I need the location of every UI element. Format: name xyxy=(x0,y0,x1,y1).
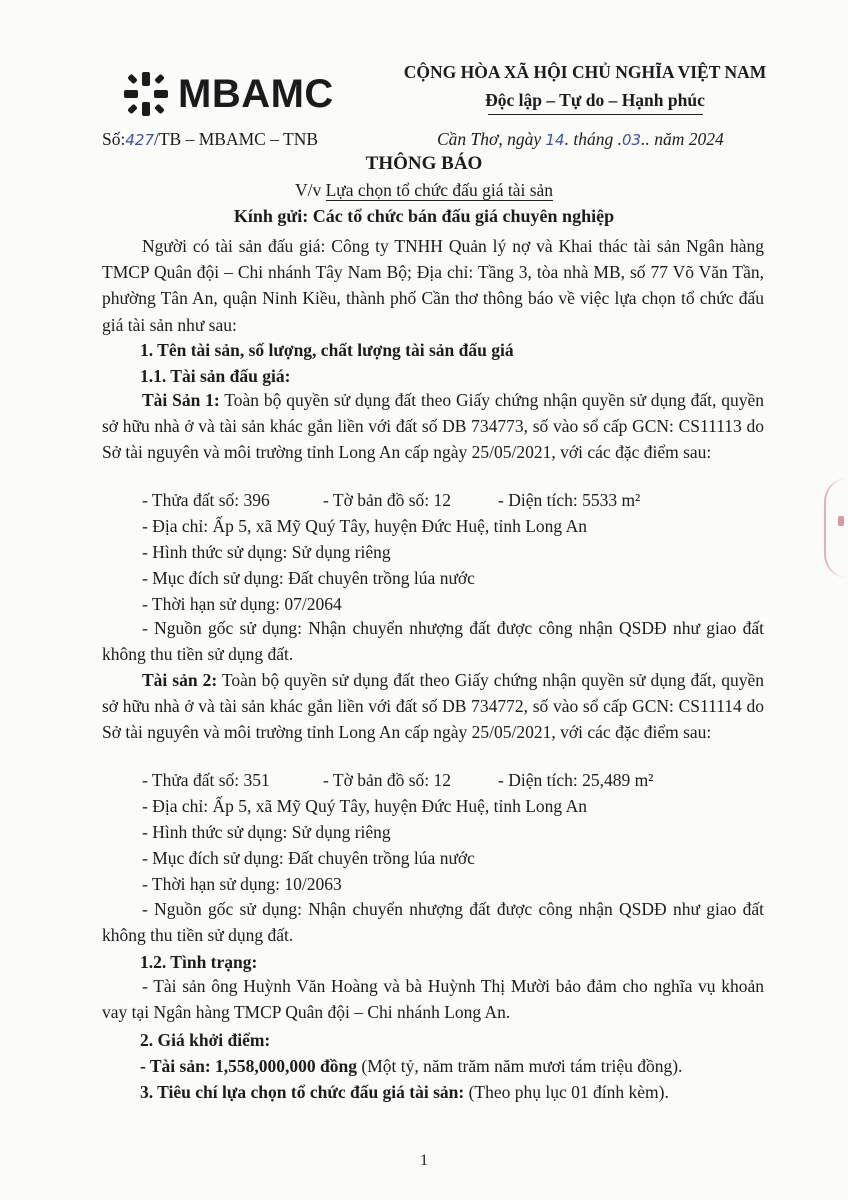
asset-1-origin: - Nguồn gốc sử dụng: Nhận chuyển nhượng đất được công nhận QSDĐ như giao đất không thu tiền sử dụng đất. xyxy=(102,618,764,665)
handwritten-month: 03 xyxy=(621,131,642,149)
mbamc-logo xyxy=(120,66,334,122)
document-number: Số:427/TB – MBAMC – TNB xyxy=(102,129,319,149)
page-number: 1 xyxy=(420,1152,428,1169)
section-1-heading: 1. Tên tài sản, số lượng, chất lượng tài sản đấu giá xyxy=(140,340,514,360)
starting-price: - Tài sản: 1,558,000,000 đồng (Một tỷ, năm trăm năm mươi tám triệu đồng). xyxy=(140,1056,683,1076)
asset-2-paragraph: Tài sản 2: Toàn bộ quyền sử dụng đất theo Giấy chứng nhận quyền sử dụng đất, quyền sở hữu nhà ở và tài sản khác gắn liền với đất số DB 734772, số vào sổ cấp GCN: CS11114 do Sở tài nguyên và môi trường tỉnh Long An cấp ngày 25/05/2021, với các đặc điểm sau: xyxy=(102,670,764,743)
price-value: - Tài sản: 1,558,000,000 đồng xyxy=(140,1056,358,1076)
asset-1-label: Tài Sản 1: xyxy=(142,390,220,410)
motto-underline xyxy=(488,114,703,115)
asset-1-paragraph: Tài Sản 1: Toàn bộ quyền sử dụng đất theo Giấy chứng nhận quyền sử dụng đất, quyền sở hữu nhà ở và tài sản khác gắn liền với đất số DB 734773, số vào sổ cấp GCN: CS11113 do Sở tài nguyên và môi trường tỉnh Long An cấp ngày 25/05/2021, với các đặc điểm sau: xyxy=(102,390,764,463)
document-title: THÔNG BÁO xyxy=(365,153,483,174)
asset-2-use-form: - Hình thức sử dụng: Sử dụng riêng xyxy=(142,822,391,842)
asset-2-purpose: - Mục đích sử dụng: Đất chuyên trồng lúa nước xyxy=(142,848,475,868)
document-subject: V/v Lựa chọn tổ chức đấu giá tài sản xyxy=(294,180,554,200)
asset-1-purpose: - Mục đích sử dụng: Đất chuyên trồng lúa nước xyxy=(142,568,475,588)
asset-1-use-form: - Hình thức sử dụng: Sử dụng riêng xyxy=(142,542,391,562)
asset-1-term: - Thời hạn sử dụng: 07/2064 xyxy=(142,594,342,614)
section-1-1-heading: 1.1. Tài sản đấu giá: xyxy=(140,366,291,386)
handwritten-day: 14 xyxy=(545,131,565,149)
asset-2-address: - Địa chỉ: Ấp 5, xã Mỹ Quý Tây, huyện Đức Huệ, tỉnh Long An xyxy=(142,796,587,816)
section-1-2-heading: 1.2. Tình trạng: xyxy=(140,952,258,972)
asset-2-parcel: - Thửa đất số: 351 xyxy=(142,770,270,790)
asset-2-label: Tài sản 2: xyxy=(142,670,218,690)
asset-1-map: - Tờ bản đồ số: 12 xyxy=(323,490,452,510)
handwritten-number: 427 xyxy=(125,131,154,149)
status-paragraph: - Tài sản ông Huỳnh Văn Hoàng và bà Huỳnh Thị Mười bảo đảm cho nghĩa vụ khoản vay tại Ngân hàng TMCP Quân đội – Chi nhánh Long An. xyxy=(102,976,764,1023)
asset-2-term: - Thời hạn sử dụng: 10/2063 xyxy=(142,874,342,894)
asset-2-area: - Diện tích: 25,489 m² xyxy=(498,770,654,790)
recipient-line: Kính gửi: Các tổ chức bán đấu giá chuyên nghiệp xyxy=(233,206,615,226)
logo-text: MBAMC xyxy=(178,71,334,116)
asset-1-area: - Diện tích: 5533 m² xyxy=(498,490,641,510)
national-motto: Độc lập – Tự do – Hạnh phúc xyxy=(485,90,705,110)
red-stamp-edge xyxy=(824,478,848,578)
section-3-heading: 3. Tiêu chí lựa chọn tổ chức đấu giá tài sản: (Theo phụ lục 01 đính kèm). xyxy=(140,1082,669,1102)
asset-1-parcel: - Thửa đất số: 396 xyxy=(142,490,270,510)
intro-paragraph: Người có tài sản đấu giá: Công ty TNHH Quản lý nợ và Khai thác tài sản Ngân hàng TMCP Quân đội – Chi nhánh Tây Nam Bộ; Địa chỉ: Tầng 3, tòa nhà MB, số 77 Võ Văn Tần, phường Tân An, quận Ninh Kiều, thành phố Cần thơ thông báo về việc lựa chọn tổ chức đấu giá tài sản như sau: xyxy=(102,236,764,335)
asset-2-origin: - Nguồn gốc sử dụng: Nhận chuyển nhượng đất được công nhận QSDĐ như giao đất không thu tiền sử dụng đất. xyxy=(102,899,764,946)
stamp-mark xyxy=(838,516,844,526)
section-2-heading: 2. Giá khởi điểm: xyxy=(140,1030,271,1050)
star-logo-icon xyxy=(120,68,172,120)
national-title: CỘNG HÒA XÃ HỘI CHỦ NGHĨA VIỆT NAM xyxy=(403,62,767,82)
date-line: Cần Thơ, ngày 14. tháng .03.. năm 2024 xyxy=(437,129,724,149)
asset-2-map: - Tờ bản đồ số: 12 xyxy=(323,770,452,790)
asset-1-address: - Địa chỉ: Ấp 5, xã Mỹ Quý Tây, huyện Đức Huệ, tỉnh Long An xyxy=(142,516,587,536)
